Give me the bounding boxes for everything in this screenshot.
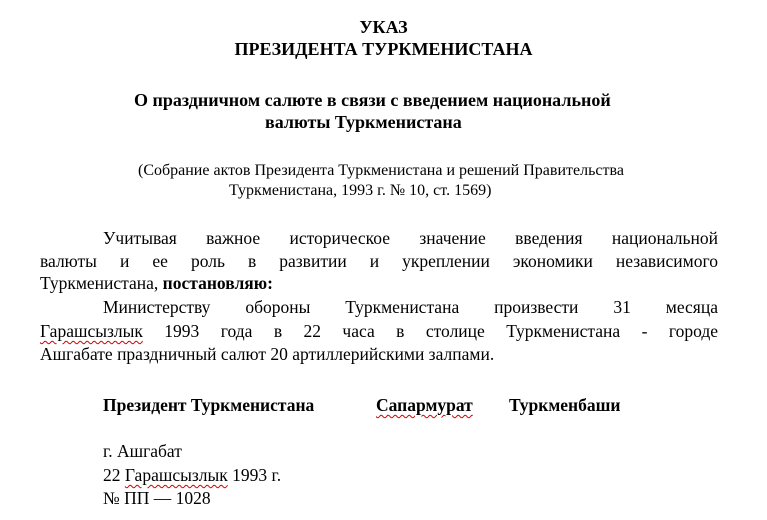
decree-date — [103, 464, 281, 486]
paragraph-1-line-1: Учитывая важное историческое значение введения национальной — [103, 228, 718, 248]
paragraph-2-line-2 — [40, 320, 718, 342]
source-citation-line-2: Туркменистана, 1993 г. № 10, ст. 1569) — [229, 182, 492, 199]
paragraph-1-line-2: валюты и ее роль в развитии и укреплении экономики независимого — [40, 251, 718, 271]
signature-first-name: Сапармурат — [376, 395, 473, 415]
source-citation-line-1: (Собрание актов Президента Туркменистана и решений Правительства — [138, 162, 624, 179]
paragraph-2-line-3: Ашгабате праздничный салют 20 артиллерийскими залпами. — [40, 344, 495, 364]
spellcheck-word: Гарашсызлык — [40, 321, 143, 341]
date-day: 22 — [103, 465, 125, 485]
decree-issuer: ПРЕЗИДЕНТА ТУРКМЕНИСТАНА — [234, 39, 533, 59]
date-year: 1993 г. — [227, 465, 282, 485]
decree-subject-line-1: О праздничном салюте в связи с введением национальной — [134, 90, 611, 110]
paragraph-1-line-3 — [40, 272, 273, 294]
decree-title: УКАЗ — [359, 17, 408, 37]
decree-resolution-word: постановляю: — [162, 273, 273, 293]
decree-number: № ПП — 1028 — [103, 488, 211, 508]
paragraph-2-line-1: Министерству обороны Туркменистана произвести 31 месяца — [103, 297, 718, 317]
decree-place: г. Ашгабат — [103, 441, 182, 461]
signature-position: Президент Туркменистана — [103, 395, 315, 415]
decree-subject-line-2: валюты Туркменистана — [265, 112, 462, 132]
date-month: Гарашсызлык — [124, 465, 228, 485]
paragraph-1-text: Туркменистана, — [40, 273, 163, 293]
paragraph-2-text: 1993 года в 22 часа в столице Туркменистана - городе — [142, 321, 718, 341]
signature-last-name: Туркменбаши — [509, 395, 621, 415]
